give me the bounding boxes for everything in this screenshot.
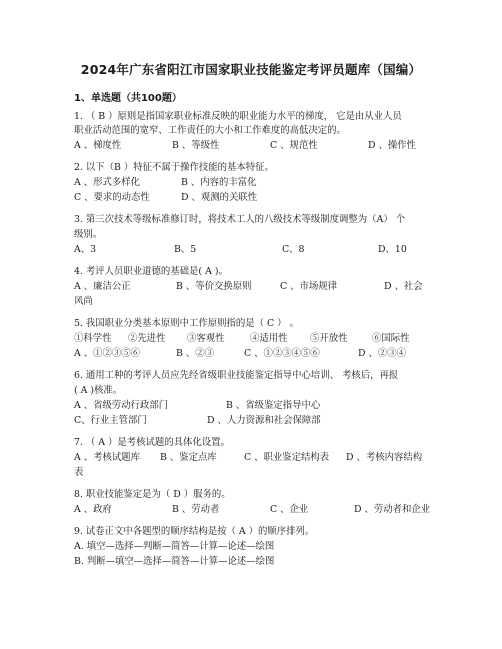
question-3-option-a: A、3 [74, 244, 97, 255]
question-8-option-b: B 、劳动者 [172, 504, 220, 515]
question-4-option-b: B 、等价交换原则 [176, 281, 252, 292]
question-2-text: 2. 以下（B ）特征不属于操作技能的基本特征。 [74, 162, 274, 173]
question-7-option-d: D 、考核内容结构 [346, 452, 423, 463]
question-9-text: 9. 试卷正文中各题型的顺序结构是按（ A ）的顺序排列。 [74, 526, 315, 537]
question-5-statement-1: ①科学性 [74, 333, 112, 344]
question-3-option-d: D、10 [378, 244, 407, 255]
question-7-text: 7. （ A ）是考核试题的具体化设置。 [74, 437, 230, 448]
question-5-option-a: A 、①②③⑤⑥ [74, 348, 141, 359]
question-5-statement-4: ④适用性 [250, 333, 288, 344]
question-4-option-a: A 、廉洁公正 [74, 281, 131, 292]
question-4-option-d: D 、社会 [384, 281, 423, 292]
question-2-option-d: D 、观测的关联性 [181, 192, 258, 203]
question-6-option-d: D 、人力资源和社会保障部 [207, 415, 321, 426]
question-4-text: 4. 考评人员职业道德的基础是( A )。 [74, 266, 228, 277]
question-8-option-c: C 、企业 [270, 504, 309, 515]
question-8-option-a: A 、政府 [74, 504, 112, 515]
question-5-option-d: D 、②③④ [358, 348, 406, 359]
question-5-text: 5. 我国职业分类基本原则中工作原则指的是（ C ） 。 [74, 318, 299, 329]
document-title: 2024年广东省阳江市国家职业技能鉴定考评员题库（国编） [80, 62, 422, 77]
question-3-option-b: B、5 [174, 244, 197, 255]
question-7-option-a: A 、考核试题库 [74, 452, 141, 463]
question-7-option-b: B 、鉴定点库 [160, 452, 217, 463]
question-1-option-a: A 、梯度性 [74, 140, 122, 151]
question-1-option-d: D 、操作性 [368, 140, 416, 151]
question-8-text: 8. 职业技能鉴定是为（ D ）服务的。 [74, 489, 231, 500]
question-6-option-c: C、行业主管部门 [74, 415, 147, 426]
question-5-statement-2: ②先进性 [128, 333, 166, 344]
question-1-option-c: C 、规范性 [270, 140, 318, 151]
question-3-text: 3. 第三次技术等级标准修订时，将技术工人的八级技术等级制度调整为（A） 个 [74, 214, 406, 225]
question-8-option-d: D 、劳动者和企业 [354, 504, 431, 515]
question-1-text: 1. （ B ）原则是指国家职业标准反映的职业能力水平的梯度， 它是由从业人员 [74, 111, 402, 122]
question-4-option-c: C 、市场规律 [280, 281, 338, 292]
question-9-option-a: A. 填空—选择—判断—简答—计算—论述—绘图 [74, 541, 275, 552]
question-4-text-cont: 风尚 [74, 296, 93, 307]
question-6-text-cont: ( A )核准。 [74, 385, 123, 396]
section-heading: 1、单选题（共100题） [74, 93, 182, 104]
question-2-option-b: B 、内容的丰富化 [181, 177, 257, 188]
question-6-option-a: A 、省级劳动行政部门 [74, 400, 169, 411]
question-3-text-cont: 级别。 [74, 229, 103, 240]
question-3-option-c: C、8 [282, 244, 305, 255]
question-6-text: 6. 通用工种的考评人员应先经省级职业技能鉴定指导中心培训、 考核后，再报 [74, 370, 399, 381]
question-1-option-b: B 、等级性 [172, 140, 220, 151]
question-7-text-cont: 表 [74, 467, 84, 478]
question-5-option-b: B 、②③ [176, 348, 214, 359]
question-5-statement-6: ⑥国际性 [372, 333, 410, 344]
question-5-option-c: C 、①②③④⑤⑥ [244, 348, 320, 359]
question-6-option-b: B 、省级鉴定指导中心 [226, 400, 321, 411]
question-1-text-cont: 职业活动范围的宽窄、工作责任的大小和工作难度的高低决定的。 [74, 125, 346, 136]
question-2-option-a: A 、形式多样化 [74, 177, 141, 188]
question-7-option-c: C 、职业鉴定结构表 [244, 452, 330, 463]
question-5-statement-5: ⑤开放性 [310, 333, 348, 344]
question-2-option-c: C 、要求的动态性 [74, 192, 150, 203]
question-9-option-b: B. 判断—填空—选择—简答—计算—论述—绘图 [74, 556, 275, 567]
question-5-statement-3: ③客观性 [187, 333, 225, 344]
